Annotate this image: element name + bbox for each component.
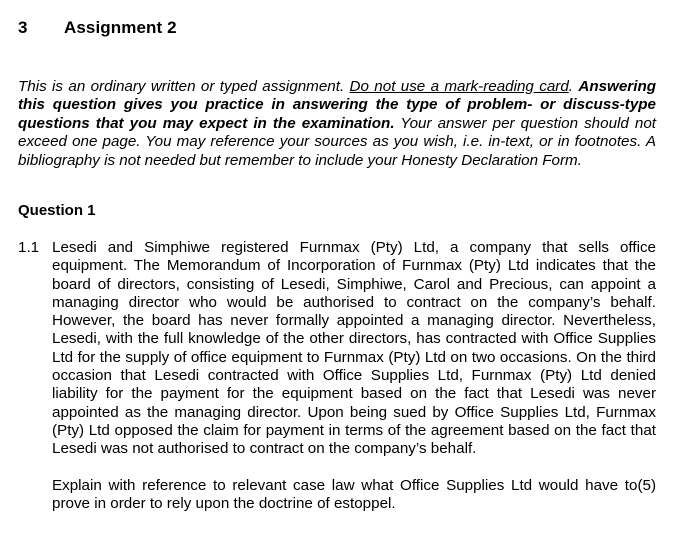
section-heading	[18, 18, 177, 38]
question-task-paragraph	[52, 477, 656, 514]
section-title: Assignment 2	[64, 18, 177, 37]
question-task: Explain with reference to relevant case law what Office Supplies Ltd would have to prove in order to rely upon the doctrine of estoppel.	[52, 476, 638, 512]
section-number: 3	[18, 18, 28, 37]
instructions-after-underline: .	[568, 78, 579, 95]
question-number: 1.1	[18, 239, 40, 256]
question-title: Question 1	[18, 202, 96, 219]
instructions-rest: Your answer per question should not exceed one page. You may reference your sources as you wish, i.e. in-text, or in footnotes. A bibliography is not needed but remember to include your Honesty Declaration Form.	[18, 114, 656, 169]
instructions-intro: This is an ordinary written or typed assignment.	[18, 78, 350, 95]
question-marks: (5)	[637, 476, 656, 494]
instructions-bold: Answering this question gives you practice in answering the type of problem- or discuss-type questions that you may expect in the examination.	[18, 78, 656, 132]
assignment-instructions	[18, 78, 656, 170]
question-body	[52, 239, 656, 513]
question-scenario: Lesedi and Simphiwe registered Furnmax (Pty) Ltd, a company that sells office equipment. The Memorandum of Incorporation of Furnmax (Pty) Ltd indicates that the board of directors, consisting of Lesedi, Simphiwe, Carol and Precious, can appoint a managing director who would be authorised to contract on the company’s behalf. However, the board has never formally appointed a managing director. Nevertheless, Lesedi, with the full knowledge of the other directors, has contracted with Office Supplies Ltd for the supply of office equipment to Furnmax (Pty) Ltd on two occasions. On the third occasion that Lesedi contracted with Office Supplies Ltd, Furnmax (Pty) Ltd denied liability for the payment for the equipment based on the fact that Lesedi was never appointed as the managing director. Upon being sued by Office Supplies Ltd, Furnmax (Pty) Ltd opposed the claim for payment in terms of the agreement based on the fact that Lesedi was not authorised to contract on the company’s behalf.	[52, 239, 656, 458]
instructions-underlined: Do not use a mark-reading card	[349, 78, 569, 95]
